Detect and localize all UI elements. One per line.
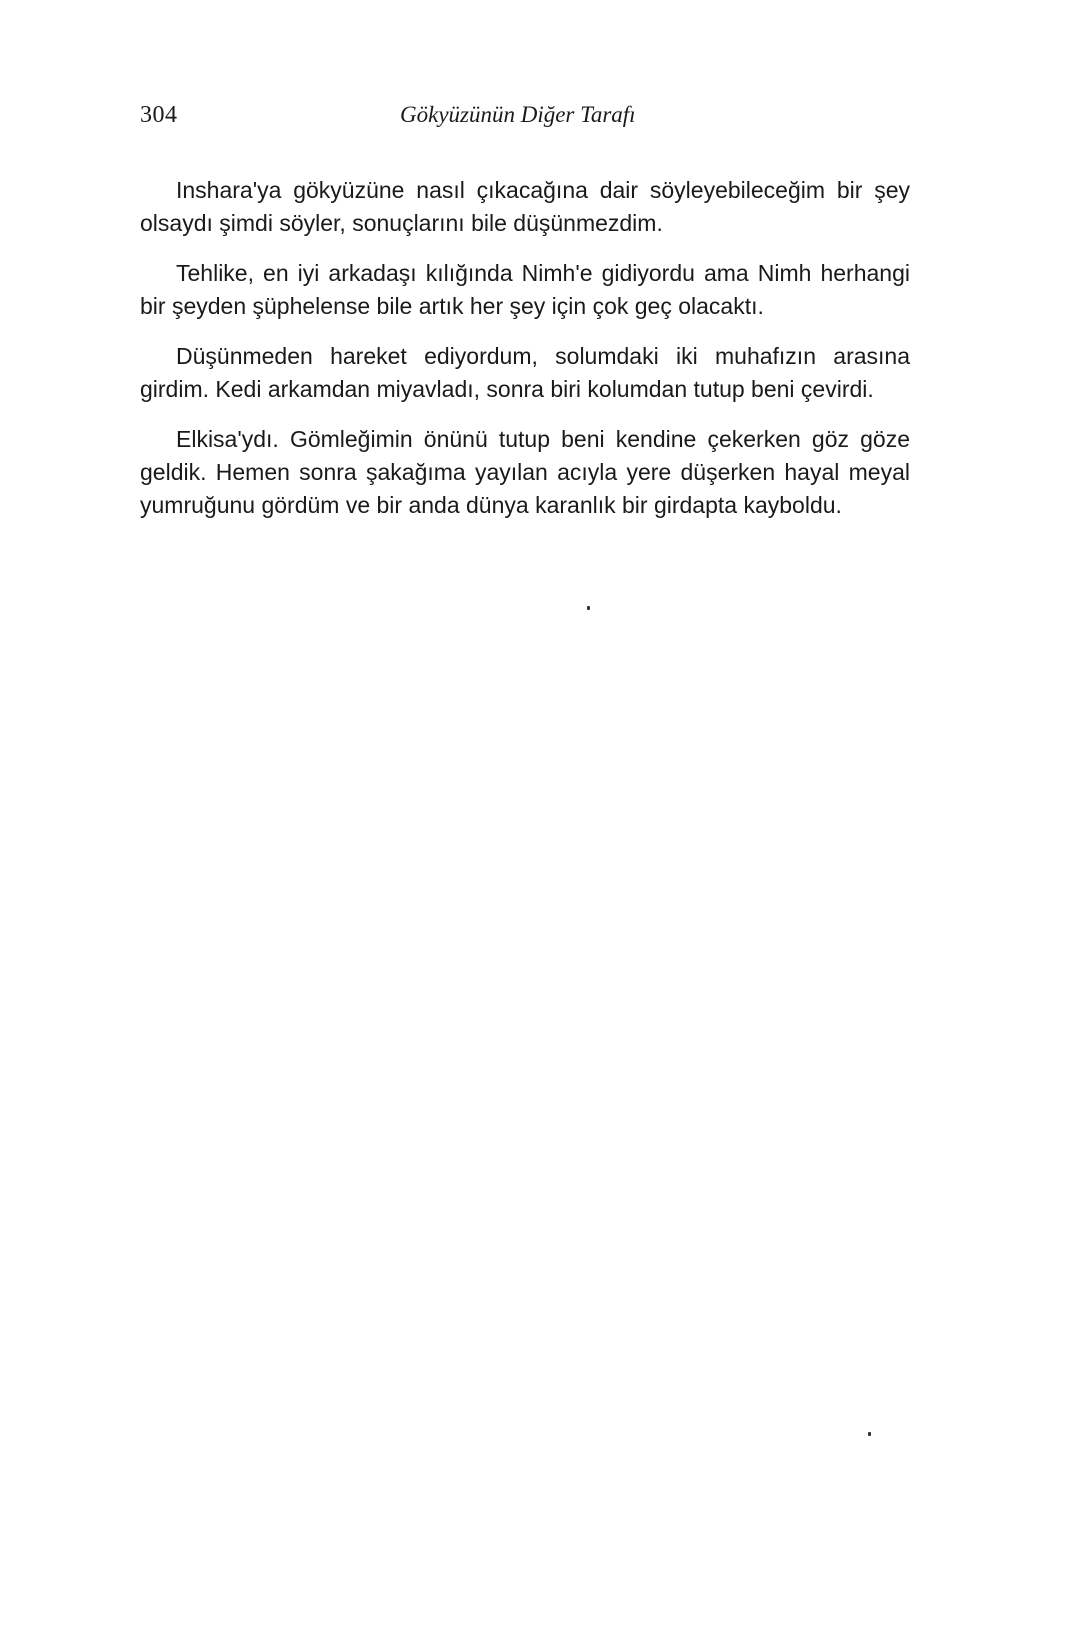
- scan-speck: [868, 1432, 871, 1436]
- paragraph-3: Düşünmeden hareket ediyordum, solumdaki iki muhafızın arasına girdim. Kedi arkamdan miyavladı, sonra biri kolumdan tutup beni çevirdi.: [140, 343, 910, 402]
- body-text: [140, 174, 910, 539]
- scan-speck: [587, 606, 590, 610]
- paragraph-1: Inshara'ya gökyüzüne nasıl çıkacağına dair söyleyebileceğim bir şey olsaydı şimdi söyler, sonuçlarını bile düşünmezdim.: [140, 177, 910, 236]
- running-title: Gökyüzünün Diğer Tarafı: [400, 102, 636, 127]
- paragraph-4: Elkisa'ydı. Gömleğimin önünü tutup beni kendine çekerken göz göze geldik. Hemen sonra şakağıma yayılan acıyla yere düşerken hayal meyal yumruğunu gördüm ve bir anda dünya karanlık bir girdapta kayboldu.: [140, 426, 910, 518]
- page-number: 304: [140, 102, 178, 128]
- paragraph-2: Tehlike, en iyi arkadaşı kılığında Nimh'e gidiyordu ama Nimh herhangi bir şeyden şüphelense bile artık her şey için çok geç olacaktı.: [140, 260, 910, 319]
- running-header: [140, 100, 910, 134]
